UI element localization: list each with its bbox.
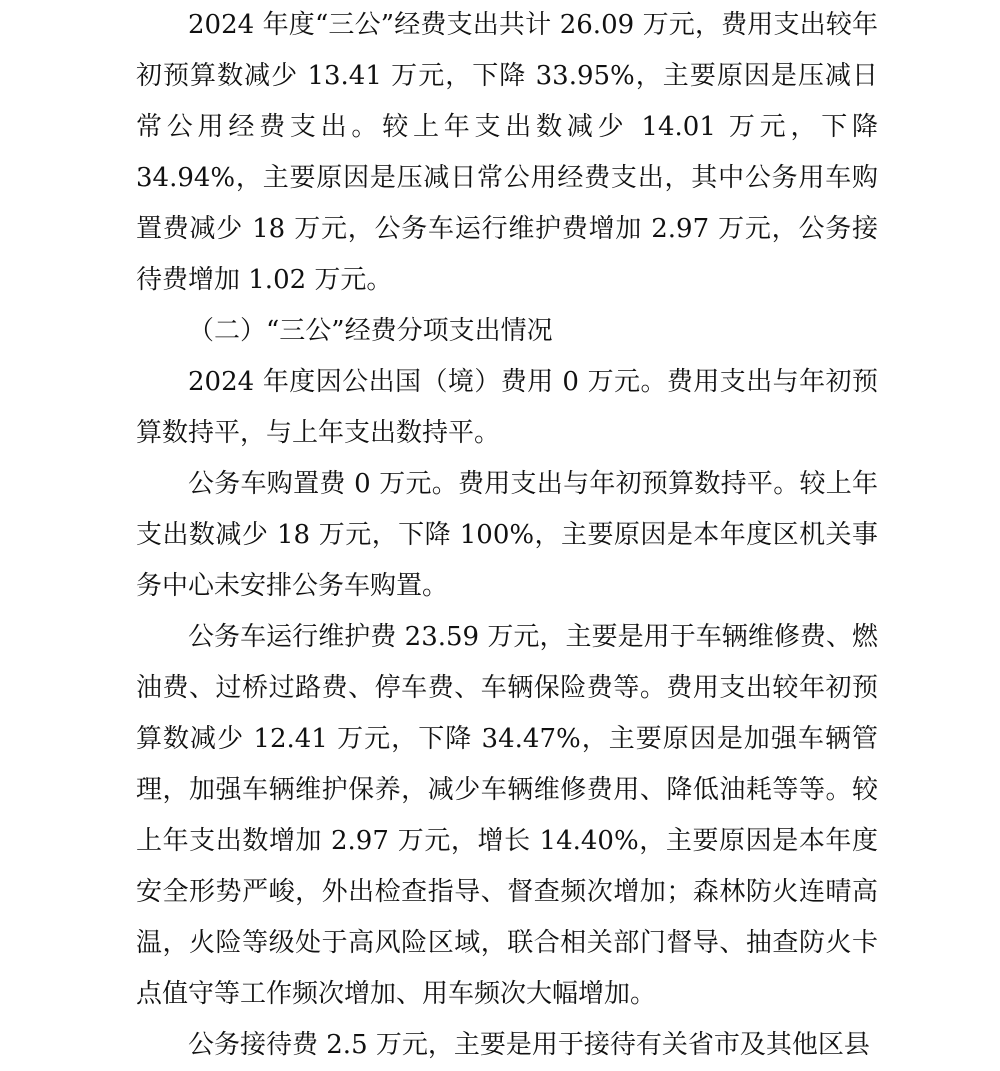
paragraph-overseas-expense: 2024 年度因公出国（境）费用 0 万元。费用支出与年初预算数持平，与上年支出数持平。 [136,367,878,448]
paragraph-total-expense: 2024 年度“三公”经费支出共计 26.09 万元，费用支出较年初预算数减少 13.41 万元，下降 33.95%，主要原因是压减日常公用经费支出。较上年支出数减少 14.01 万元，下降 34.94%，主要原因是压减日常公用经费支出，其中公务用车购置费减少 18 万元，公务车运行维护费增加 2.97 万元，公务接待费增加 1.02 万元。 [136,10,878,295]
section-heading: （二）“三公”经费分项支出情况 [188,316,553,346]
paragraph-reception-expense: 公务接待费 2.5 万元，主要是用于接待有关省市及其他区县 [188,1030,870,1060]
paragraph-vehicle-maintenance: 公务车运行维护费 23.59 万元，主要是用于车辆维修费、燃油费、过桥过路费、停车费、车辆保险费等。费用支出较年初预算数减少 12.41 万元，下降 34.47%，主要原因是加强车辆管理，加强车辆维护保养，减少车辆维修费用、降低油耗等等。较上年支出数增加 2.97 万元，增长 14.40%，主要原因是本年度安全形势严峻，外出检查指导、督查频次增加；森林防火连晴高温，火险等级处于高风险区域，联合相关部门督导、抽查防火卡点值守等工作频次增加、用车频次大幅增加。 [136,622,878,1009]
document-body [136,0,878,1071]
paragraph-vehicle-purchase: 公务车购置费 0 万元。费用支出与年初预算数持平。较上年支出数减少 18 万元，下降 100%，主要原因是本年度区机关事务中心未安排公务车购置。 [136,469,878,601]
